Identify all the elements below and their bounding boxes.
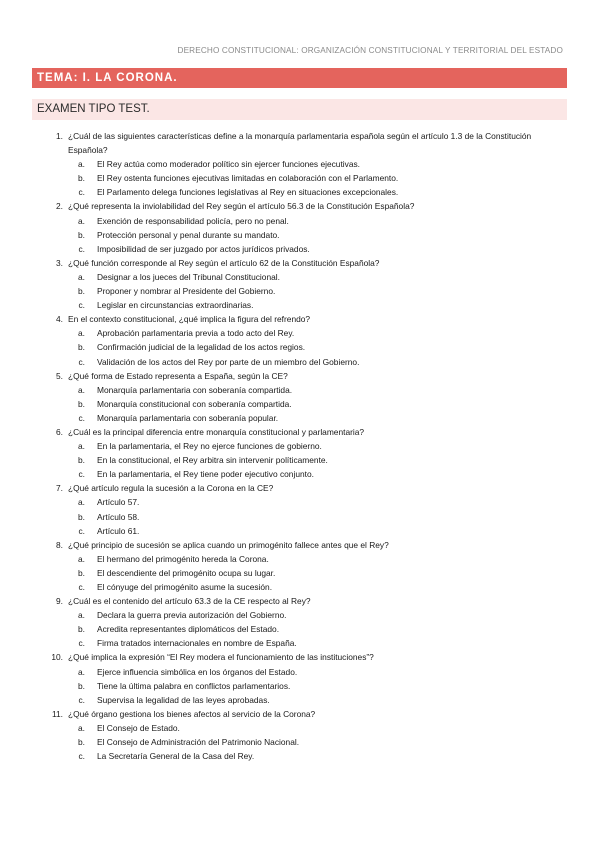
option-text: Tiene la última palabra en conflictos parlamentarios. <box>97 680 291 691</box>
option-letter: a. <box>78 215 85 226</box>
question-text: ¿Qué principio de sucesión se aplica cuando un primogénito fallece antes que el Rey? <box>68 539 389 550</box>
option-text: En la parlamentaria, el Rey tiene poder ejecutivo conjunto. <box>97 469 314 480</box>
question-item <box>0 594 599 650</box>
option-letter: c. <box>78 751 85 762</box>
option-text: Artículo 61. <box>97 525 140 536</box>
option-letter: a. <box>78 497 85 508</box>
option-text: Imposibilidad de ser juzgado por actos jurídicos privados. <box>97 243 310 254</box>
question-text: ¿Qué implica la expresión “El Rey modera el funcionamiento de las instituciones”? <box>68 652 374 663</box>
question-number: 11. <box>51 708 63 719</box>
option-text: Declara la guerra previa autorización del Gobierno. <box>97 610 287 621</box>
question-number: 4. <box>56 314 63 325</box>
option-text: Proponer y nombrar al Presidente del Gobierno. <box>97 286 276 297</box>
option-text: Designar a los jueces del Tribunal Constitucional. <box>97 271 280 282</box>
answer-option <box>0 679 599 693</box>
answer-option <box>0 636 599 650</box>
option-letter: b. <box>78 229 85 240</box>
answer-option <box>0 453 599 467</box>
option-letter: b. <box>78 286 85 297</box>
option-text: En la constitucional, el Rey arbitra sin intervenir políticamente. <box>97 455 328 466</box>
question-text: ¿Qué artículo regula la sucesión a la Corona en la CE? <box>68 483 274 494</box>
option-text: Monarquía parlamentaria con soberanía popular. <box>97 412 279 423</box>
option-letter: c. <box>78 243 85 254</box>
answer-option <box>0 383 599 397</box>
option-letter: a. <box>78 384 85 395</box>
answer-option <box>0 439 599 453</box>
question-item <box>0 481 599 537</box>
option-text: En la parlamentaria, el Rey no ejerce funciones de gobierno. <box>97 441 322 452</box>
answer-option <box>0 228 599 242</box>
option-letter: c. <box>78 525 85 536</box>
answer-option <box>0 566 599 580</box>
answer-option <box>0 326 599 340</box>
question-text: ¿Cuál es el contenido del artículo 63.3 de la CE respecto al Rey? <box>68 596 311 607</box>
section-title: EXAMEN TIPO TEST. <box>32 99 567 120</box>
option-letter: c. <box>78 638 85 649</box>
answer-option <box>0 298 599 312</box>
question-number: 5. <box>56 370 63 381</box>
question-item <box>0 256 599 312</box>
option-letter: a. <box>78 441 85 452</box>
option-letter: a. <box>78 159 85 170</box>
option-letter: c. <box>78 300 85 311</box>
question-item <box>0 538 599 594</box>
option-text: Ejerce influencia simbólica en los órganos del Estado. <box>97 666 298 677</box>
topic-title: TEMA: I. LA CORONA. <box>32 68 567 88</box>
option-letter: a. <box>78 271 85 282</box>
answer-option <box>0 495 599 509</box>
option-letter: c. <box>78 582 85 592</box>
answer-option <box>0 622 599 636</box>
question-text: ¿Qué órgano gestiona los bienes afectos al servicio de la Corona? <box>68 708 316 719</box>
option-text: El hermano del primogénito hereda la Corona. <box>97 553 269 564</box>
answer-option <box>0 608 599 622</box>
question-text: ¿Qué forma de Estado representa a España, según la CE? <box>68 370 288 381</box>
question-text: ¿Cuál es la principal diferencia entre monarquía constitucional y parlamentaria? <box>68 426 365 437</box>
answer-option <box>0 411 599 425</box>
question-item <box>0 369 599 425</box>
option-text: Protección personal y penal durante su mandato. <box>97 229 280 240</box>
question-item <box>0 425 599 481</box>
document-header: DERECHO CONSTITUCIONAL: ORGANIZACIÓN CONSTITUCIONAL Y TERRITORIAL DEL ESTADO <box>177 46 563 55</box>
question-number: 8. <box>56 539 63 550</box>
question-text: ¿Qué función corresponde al Rey según el artículo 62 de la Constitución Española? <box>68 257 380 268</box>
option-text: El Consejo de Administración del Patrimonio Nacional. <box>97 737 300 748</box>
option-text: El Consejo de Estado. <box>97 722 180 733</box>
option-text: Acredita representantes diplomáticos del Estado. <box>97 624 280 635</box>
option-letter: b. <box>78 624 85 635</box>
option-letter: b. <box>78 455 85 466</box>
question-number: 1. <box>56 131 63 141</box>
option-text: El cónyuge del primogénito asume la sucesión. <box>97 582 273 592</box>
option-text: Artículo 58. <box>97 511 140 522</box>
answer-option <box>0 340 599 354</box>
answer-option <box>0 510 599 524</box>
question-number: 9. <box>56 596 63 607</box>
option-text: Artículo 57. <box>97 497 140 508</box>
answer-option <box>0 552 599 566</box>
question-item <box>0 129 599 199</box>
option-text: El Rey actúa como moderador político sin ejercer funciones ejecutivas. <box>97 159 361 170</box>
answer-option <box>0 735 599 749</box>
answer-option <box>0 665 599 679</box>
question-item <box>0 707 599 763</box>
option-letter: c. <box>78 187 85 198</box>
question-item <box>0 312 599 368</box>
answer-option <box>0 693 599 707</box>
answer-option <box>0 749 599 763</box>
option-letter: b. <box>78 680 85 691</box>
option-letter: a. <box>78 610 85 621</box>
answer-option <box>0 171 599 185</box>
question-item <box>0 199 599 255</box>
question-text: En el contexto constitucional, ¿qué implica la figura del refrendo? <box>68 314 311 325</box>
option-text: Supervisa la legalidad de las leyes aprobadas. <box>97 694 270 705</box>
option-text: Validación de los actos del Rey por parte de un miembro del Gobierno. <box>97 356 360 367</box>
answer-option <box>0 284 599 298</box>
option-text: Legislar en circunstancias extraordinarias. <box>97 300 254 311</box>
answer-option <box>0 467 599 481</box>
option-text: Monarquía parlamentaria con soberanía compartida. <box>97 384 293 395</box>
answer-option <box>0 157 599 171</box>
option-letter: a. <box>78 666 85 677</box>
option-letter: b. <box>78 342 85 353</box>
answer-option <box>0 397 599 411</box>
answer-option <box>0 721 599 735</box>
answer-option <box>0 270 599 284</box>
question-number: 3. <box>56 257 63 268</box>
option-letter: b. <box>78 511 85 522</box>
question-number: 10. <box>51 652 63 663</box>
option-letter: b. <box>78 737 85 748</box>
option-letter: a. <box>78 328 85 339</box>
answer-option <box>0 185 599 199</box>
answer-option <box>0 355 599 369</box>
question-number: 7. <box>56 483 63 494</box>
option-text: Exención de responsabilidad policía, pero no penal. <box>97 215 289 226</box>
option-letter: a. <box>78 553 85 564</box>
question-list <box>0 129 599 763</box>
option-text: El Parlamento delega funciones legislativas al Rey en situaciones excepcionales. <box>97 187 399 198</box>
answer-option <box>0 242 599 256</box>
option-letter: c. <box>78 356 85 367</box>
option-letter: c. <box>78 694 85 705</box>
option-text: La Secretaría General de la Casa del Rey. <box>97 751 255 762</box>
answer-option <box>0 524 599 538</box>
option-letter: c. <box>78 469 85 480</box>
question-number: 2. <box>56 201 63 212</box>
option-text: El Rey ostenta funciones ejecutivas limitadas en colaboración con el Parlamento. <box>97 173 399 184</box>
option-text: Aprobación parlamentaria previa a todo acto del Rey. <box>97 328 295 339</box>
option-text: Firma tratados internacionales en nombre de España. <box>97 638 297 649</box>
option-letter: b. <box>78 567 85 578</box>
option-letter: c. <box>78 412 85 423</box>
question-number: 6. <box>56 426 63 437</box>
option-text: Confirmación judicial de la legalidad de los actos regios. <box>97 342 306 353</box>
answer-option <box>0 580 599 594</box>
option-letter: b. <box>78 173 85 184</box>
answer-option <box>0 214 599 228</box>
question-text: ¿Cuál de las siguientes características define a la monarquía parlamentaria española según el artículo 1.3 de la Constitución Española? <box>68 131 532 156</box>
question-text: ¿Qué representa la inviolabilidad del Rey según el artículo 56.3 de la Constitución Española? <box>68 201 415 212</box>
question-item <box>0 650 599 706</box>
option-text: El descendiente del primogénito ocupa su lugar. <box>97 567 276 578</box>
option-letter: b. <box>78 398 85 409</box>
option-letter: a. <box>78 722 85 733</box>
option-text: Monarquía constitucional con soberanía compartida. <box>97 398 292 409</box>
